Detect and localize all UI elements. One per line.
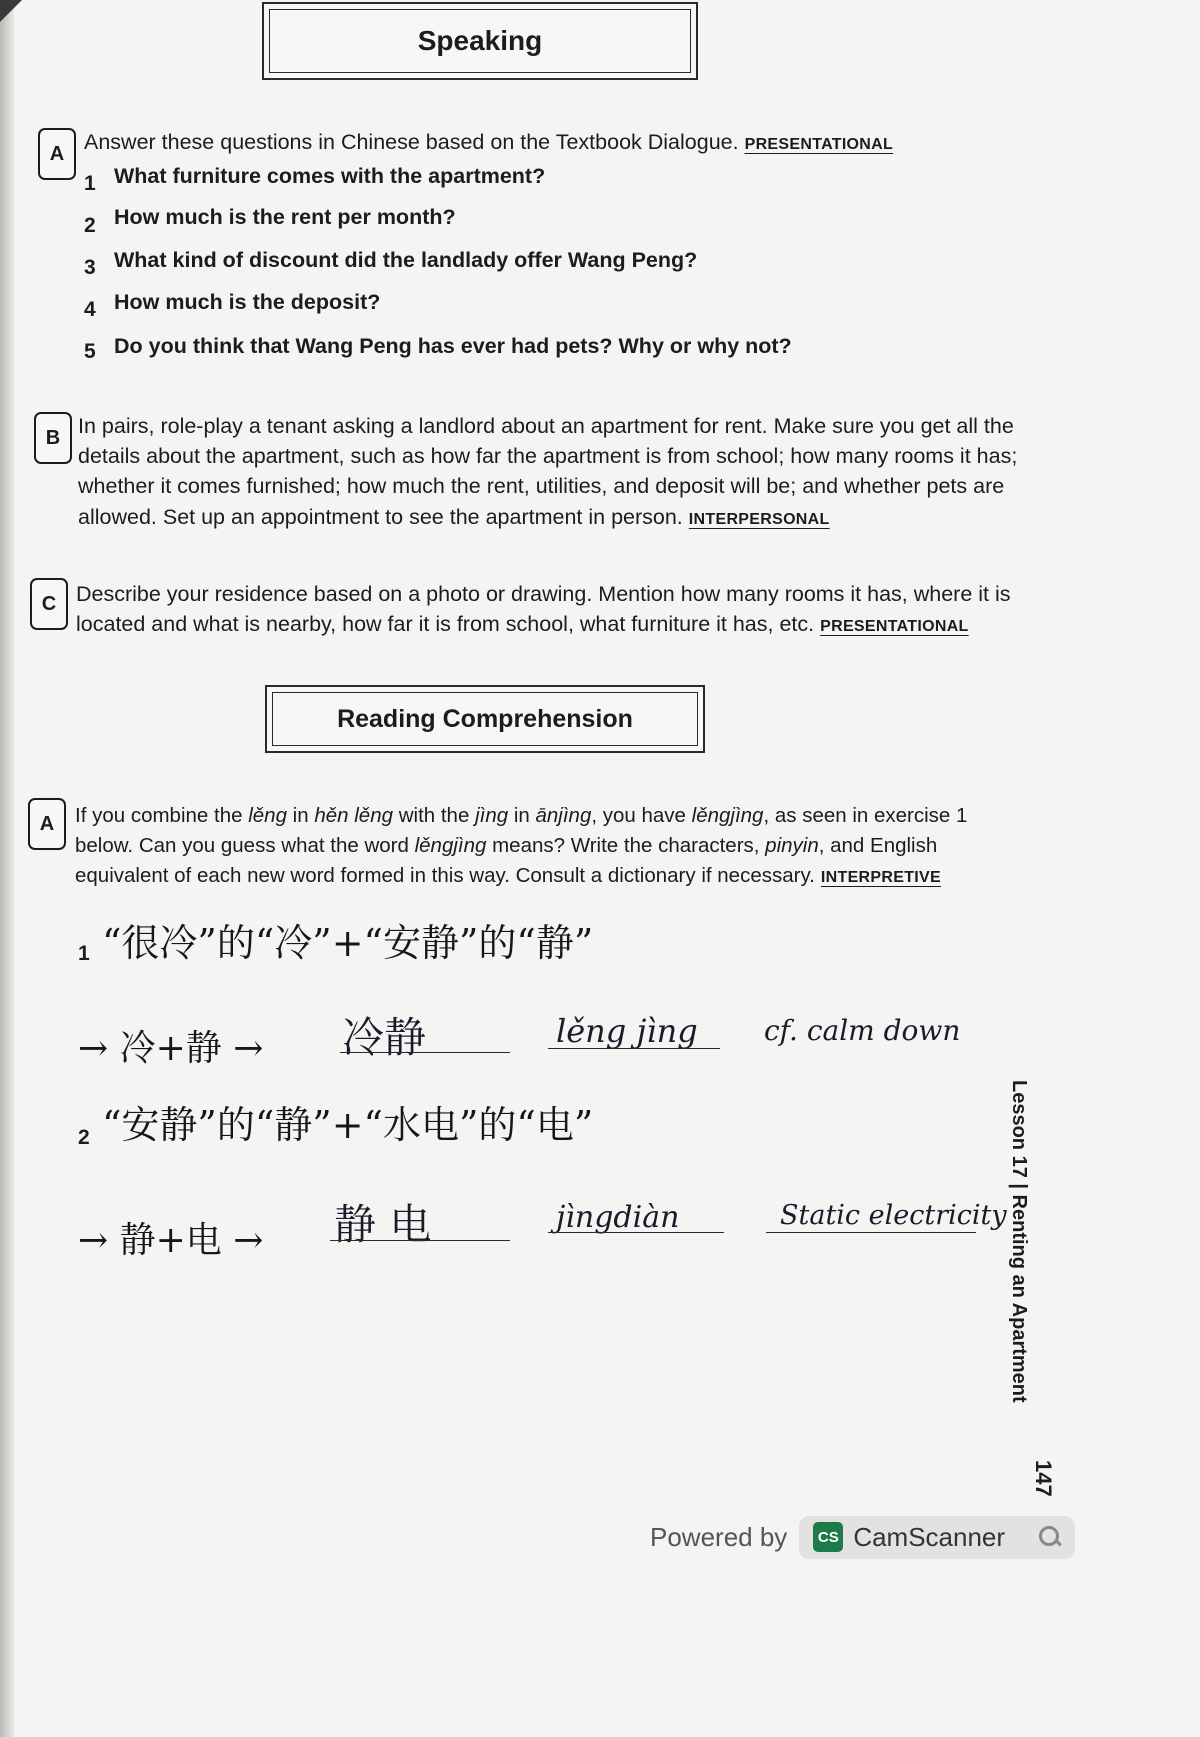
- question-number: 2: [84, 214, 96, 237]
- reading-a-line3: equivalent of each new word formed in this way. Consult a dictionary if necessary. INTERPRETIVE: [75, 864, 941, 887]
- reading-title-box: [265, 685, 705, 753]
- lesson-running-header: Lesson 17 | Renting an Apartment: [1008, 1080, 1030, 1403]
- question-number: 4: [84, 298, 96, 321]
- answer-blank: [330, 1240, 510, 1241]
- speaking-b-line: In pairs, role-play a tenant asking a landlord about an apartment for rent. Make sure you get all the: [78, 414, 1014, 438]
- answer-blank: [548, 1048, 720, 1049]
- item-combine: → 冷+静 →: [78, 1028, 264, 1069]
- speaking-b-line: whether it comes furnished; how much the rent, utilities, and deposit will be; and whether pets are: [78, 474, 1005, 498]
- page-corner-fold: [0, 0, 22, 22]
- item-combine: → 静+电 →: [78, 1220, 264, 1261]
- speaking-c-badge: C: [30, 578, 68, 630]
- answer-english: Static electricity: [780, 1200, 1007, 1231]
- speaking-title-box: [262, 2, 698, 80]
- page-edge-shadow: [0, 0, 14, 1737]
- item-number: 1: [78, 942, 90, 965]
- answer-blank: [766, 1232, 976, 1233]
- answer-characters: 静 电: [334, 1200, 432, 1249]
- reading-a-line1: If you combine the lěng in hěn lěng with the jìng in ānjìng, you have lěngjìng, as seen in exercise 1: [75, 804, 968, 827]
- interpersonal-tag: INTERPERSONAL: [688, 511, 830, 528]
- question-number: 1: [84, 172, 96, 195]
- presentational-tag: PRESENTATIONAL: [744, 136, 894, 153]
- question-text: What furniture comes with the apartment?: [114, 164, 546, 188]
- answer-pinyin: lěng jìng: [556, 1012, 698, 1050]
- speaking-a-badge: A: [38, 128, 76, 180]
- camscanner-badge: [799, 1516, 1075, 1559]
- camscanner-watermark: [650, 1512, 1075, 1562]
- answer-blank: [548, 1232, 724, 1233]
- reading-title: Reading Comprehension: [337, 704, 633, 733]
- page-number: 147: [1031, 1460, 1056, 1497]
- speaking-b-line: allowed. Set up an appointment to see the apartment in person. INTERPERSONAL: [78, 505, 830, 529]
- search-icon: [1039, 1526, 1061, 1548]
- question-text: How much is the rent per month?: [114, 205, 456, 229]
- answer-english: cf. calm down: [764, 1014, 961, 1047]
- powered-by-text: Powered by: [650, 1521, 788, 1552]
- camscanner-brand: CamScanner: [853, 1521, 1006, 1552]
- speaking-a-instruction: Answer these questions in Chinese based on the Textbook Dialogue. PRESENTATIONAL: [84, 130, 894, 154]
- question-text: What kind of discount did the landlady offer Wang Peng?: [114, 248, 698, 272]
- speaking-b-line: details about the apartment, such as how far the apartment is from school; how many rooms it has;: [78, 444, 1018, 468]
- answer-blank: [340, 1052, 510, 1053]
- presentational-tag: PRESENTATIONAL: [820, 618, 969, 635]
- question-number: 5: [84, 340, 96, 363]
- speaking-c-line: Describe your residence based on a photo or drawing. Mention how many rooms it has, where it is: [76, 582, 1011, 606]
- answer-characters: 冷静: [342, 1013, 427, 1062]
- reading-a-line2: below. Can you guess what the word lěngjìng means? Write the characters, pinyin, and English: [75, 834, 938, 857]
- reading-a-badge: A: [28, 798, 66, 850]
- item-number: 2: [78, 1126, 90, 1149]
- speaking-b-badge: B: [34, 412, 72, 464]
- speaking-title: Speaking: [417, 25, 543, 56]
- question-text: Do you think that Wang Peng has ever had pets? Why or why not?: [114, 334, 792, 358]
- item-formula: “安静”的“静”+“水电”的“电”: [102, 1103, 594, 1147]
- camscanner-logo-icon: CS: [813, 1522, 843, 1552]
- interpretive-tag: INTERPRETIVE: [820, 869, 941, 886]
- question-number: 3: [84, 256, 96, 279]
- item-formula: “很冷”的“冷”+“安静”的“静”: [102, 921, 594, 965]
- speaking-c-line: located and what is nearby, how far it is from school, what furniture it has, etc. PRESENTATIONAL: [76, 612, 969, 636]
- answer-pinyin: jìngdiàn: [556, 1200, 680, 1235]
- question-text: How much is the deposit?: [114, 290, 381, 314]
